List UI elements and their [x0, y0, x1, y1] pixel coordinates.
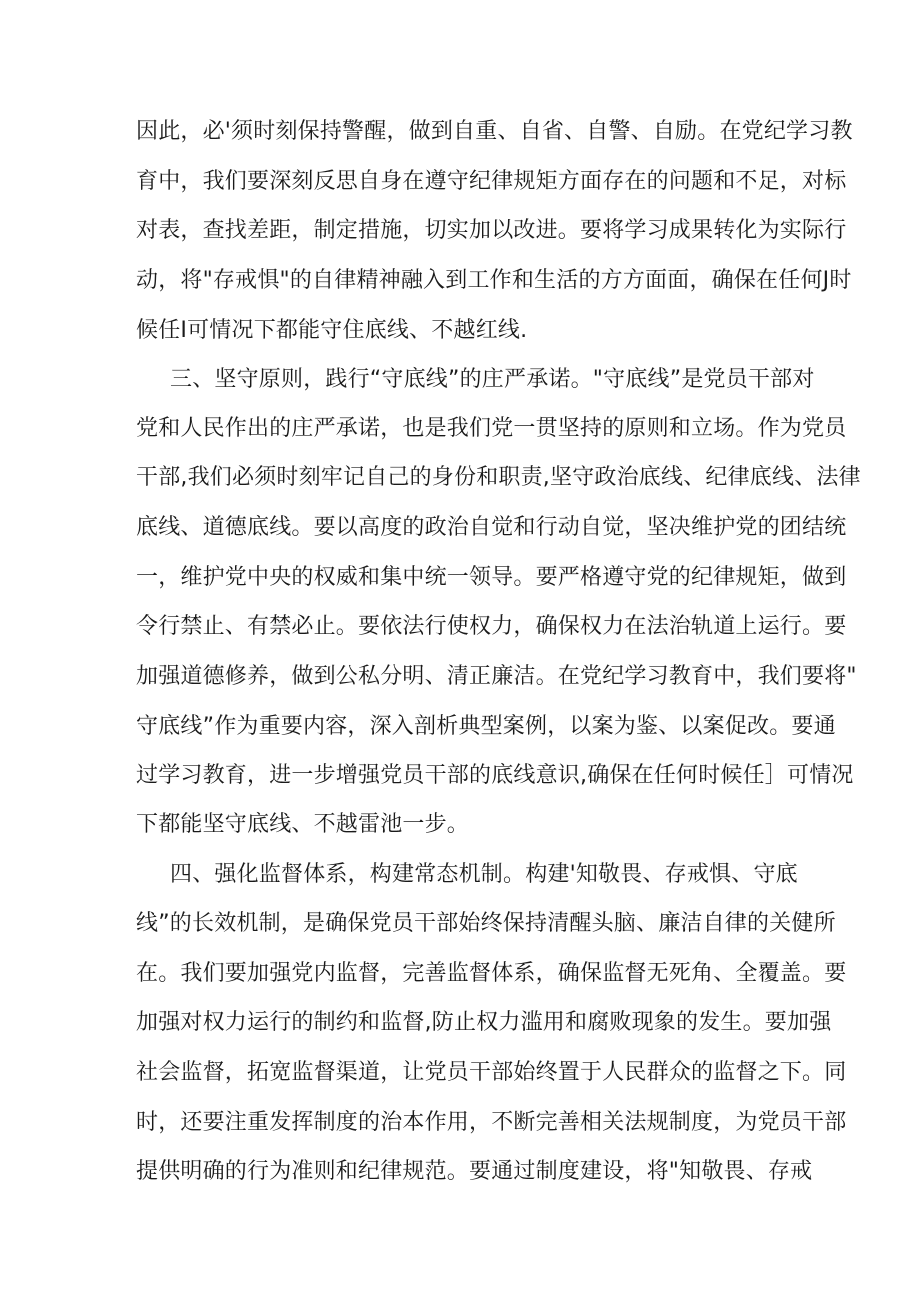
text-line: 过学习教育，进一步增强党员干部的底线意识,确保在任何时候任］可情况 [136, 763, 854, 788]
text-line: 加强对权力运行的制约和监督,防止权力滥用和腐败现象的发生。要加强 [136, 1010, 832, 1035]
text-line: 线”的长效机制，是确保党员干部始终保持清醒头脑、廉洁自律的关健所 [136, 911, 836, 936]
text-line: 育中，我们要深刻反思自身在遵守纪律规矩方面存在的问题和不足，对标 [136, 169, 847, 194]
text-line: 提供明确的行为准则和纪律规范。要通过制度建设，将"知敬畏、存戒 [136, 1159, 813, 1184]
text-line: 在。我们要加强党内监督，完善监督体系，确保监督无死角、全覆盖。要 [136, 961, 847, 986]
text-line: 守底线”作为重要内容，深入剖析典型案例，以案为鉴、以案促改。要通 [136, 714, 836, 739]
text-line: 底线、道德底线。要以高度的政治自觉和行动自觉，坚决维护党的团结统 [136, 515, 847, 540]
text-line: 下都能坚守底线、不越雷池一步。 [136, 812, 470, 837]
text-line: 动，将"存戒惧"的自律精神融入到工作和生活的方方面面，确保在任何J时 [136, 268, 852, 293]
text-line: 时，还要注重发挥制度的治本作用，不断完善相关法规制度，为党员干部 [136, 1110, 847, 1135]
text-line: 党和人民作出的庄严承诺，也是我们党一贯坚持的原则和立场。作为党员 [136, 416, 847, 441]
text-line: 对表，查找差距，制定措施，切实加以改进。要将学习成果转化为实际行 [136, 218, 847, 243]
text-line: 社会监督，拓宽监督渠道，让党员干部始终置于人民群众的监督之下。同 [136, 1060, 847, 1085]
text-line: 一，维护党中央的权威和集中统一领导。要严格遵守党的纪律规矩，做到 [136, 565, 847, 590]
text-line: 令行禁止、有禁必止。要依法行使权力，确保权力在法治轨道上运行。要 [136, 614, 847, 639]
text-line: 因此，必'须时刻保持警醒，做到自重、自省、自警、自励。在党纪学习教 [136, 119, 853, 144]
section-four-first-line: 四、强化监督体系，构建常态机制。构建'知敬畏、存戒惧、守底 [170, 862, 798, 887]
text-line: 加强道德修养，做到公私分明、清正廉洁。在党纪学习教育中，我们要将" [136, 664, 857, 689]
text-line: 干部,我们必须时刻牢记自己的身份和职责,坚守政治底线、纪律底线、法律 [136, 465, 861, 490]
text-line: 候任I可情况下都能守住底线、不越红线. [136, 318, 528, 343]
section-three-first-line: 三、坚守原则，践行“守底线”的庄严承诺。"守底线”是党员干部对 [170, 367, 815, 392]
